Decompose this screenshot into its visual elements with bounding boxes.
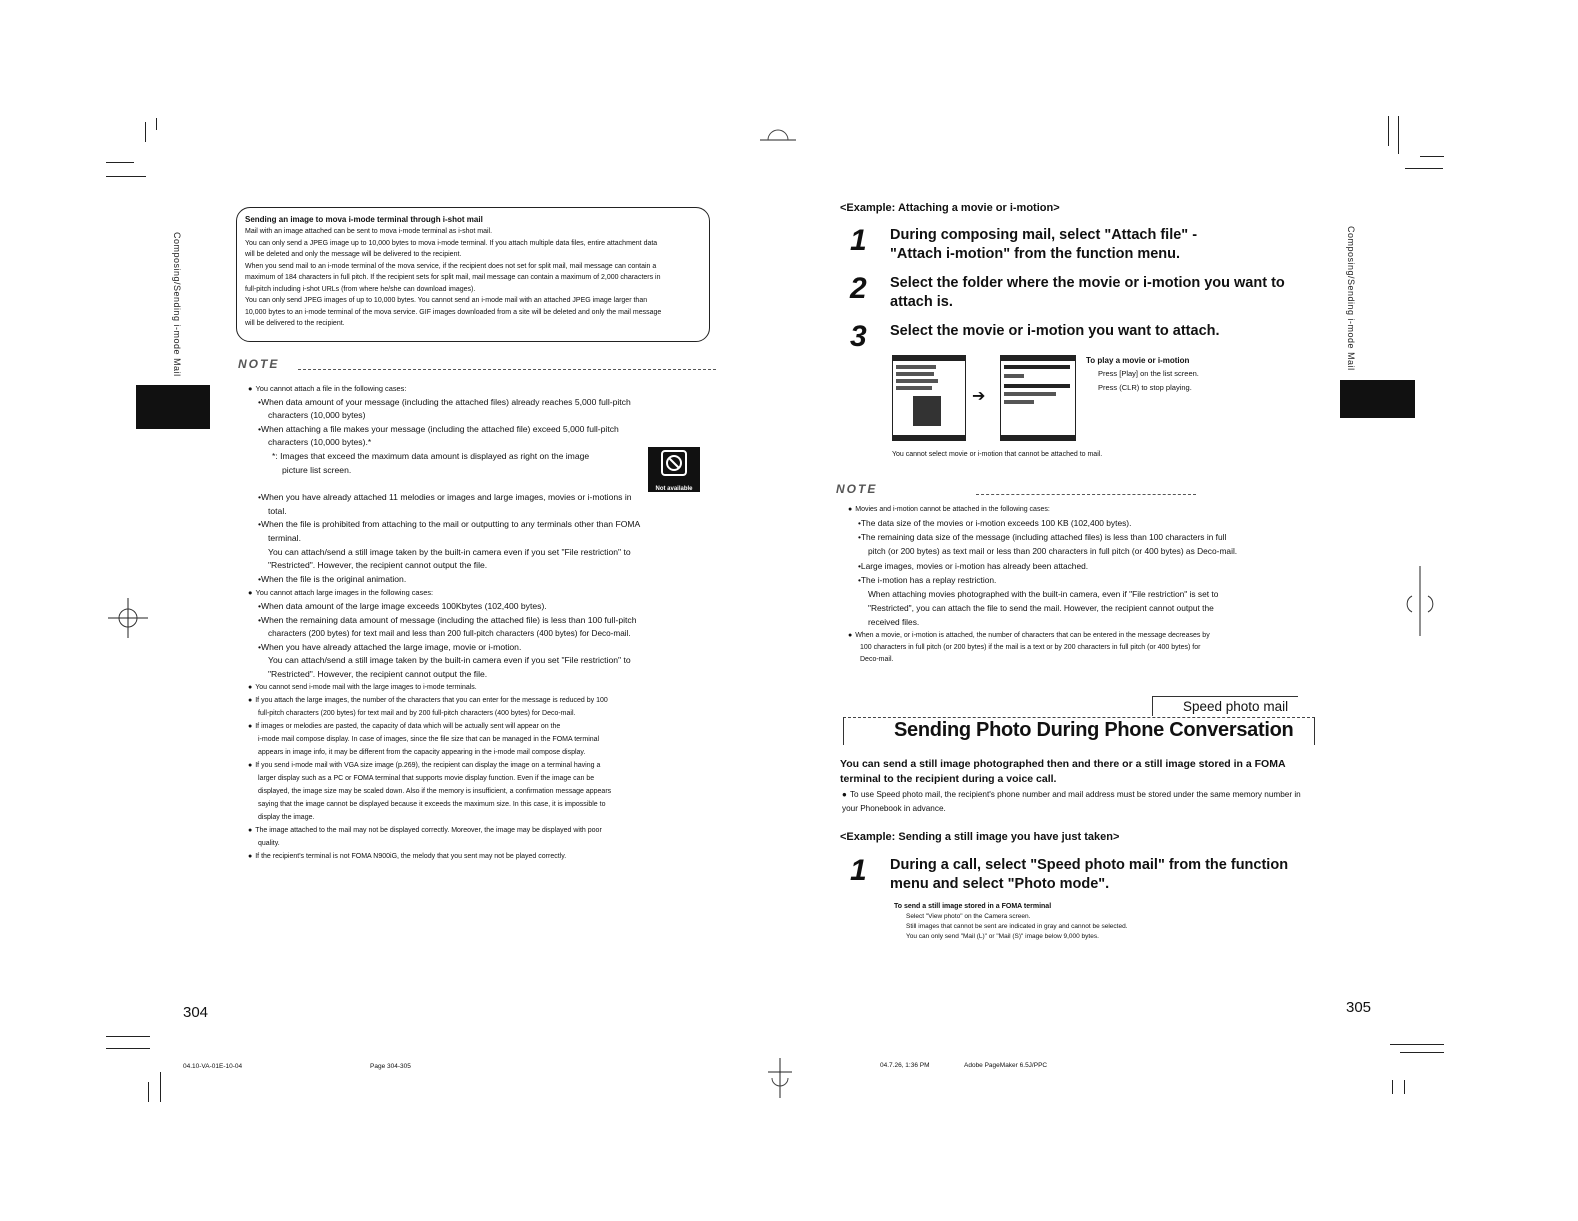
note-line: •When you have already attached the large image, movie or i-motion. (258, 641, 522, 652)
crop-mark (1398, 116, 1399, 154)
example-heading-1: <Example: Attaching a movie or i-motion> (840, 202, 1060, 214)
note-line: •When the remaining data amount of message (including the attached file) is less than 100 full-pitch (258, 614, 637, 625)
note-line: ● If images or melodies are pasted, the capacity of data which will be actually sent will appear on the (248, 720, 710, 733)
note-line: •When the file is the original animation. (258, 573, 407, 584)
registration-mark-left (108, 598, 148, 638)
note-line: displayed, the image size may be scaled down. Also if the memory is insufficient, a confirmation message appears (258, 788, 612, 796)
steps-list-1 (850, 226, 1310, 366)
right-side-tab (1340, 380, 1415, 418)
i-shot-box-title: Sending an image to mova i-mode terminal through i-shot mail (245, 215, 483, 224)
note-line: quality. (258, 840, 280, 848)
note-line: ● You cannot attach large images in the following cases: (248, 586, 710, 600)
step-number: 2 (850, 272, 867, 305)
crop-mark (106, 1036, 150, 1037)
step-item (850, 322, 1310, 352)
i-shot-box-line: Mail with an image attached can be sent to mova i-mode terminal as i-shot mail. (245, 228, 493, 235)
stored-note-line: Still images that cannot be sent are indicated in gray and cannot be selected. (906, 923, 1128, 930)
section-title: Sending Photo During Phone Conversation (894, 719, 1294, 741)
not-available-label: Not available (655, 486, 693, 492)
note-line: appears in image info, it may be different from the capacity appearing in the i-mode mail compose display. (258, 749, 586, 757)
section-intro: You can send a still image photographed then and there or a still image stored in a FOMA terminal to the recipient during a voice call. (840, 758, 1286, 785)
note-line: characters (200 bytes) for text mail and less than 200 full-pitch characters (400 bytes) for Deco-mail. (268, 629, 631, 639)
left-note-header (238, 355, 716, 377)
section-tag-label: Speed photo mail (1183, 699, 1289, 714)
crop-mark (106, 176, 146, 177)
registration-mark-right (1400, 566, 1440, 636)
left-side-tab (136, 385, 210, 429)
step-item (850, 274, 1310, 312)
note-line: You can attach/send a still image taken by the built-in camera even if you set "File restriction" to (268, 655, 631, 666)
i-shot-box-line: will be delivered to the recipient. (245, 320, 345, 327)
note-line: You can attach/send a still image taken by the built-in camera even if you set "File restriction" to (268, 546, 631, 557)
note-line: ● Movies and i-motion cannot be attached in the following cases: (848, 504, 1318, 516)
play-note-title: To play a movie or i-motion (1086, 356, 1190, 365)
crop-mark (1400, 1052, 1444, 1053)
right-footer-date: 04.7.26, 1:36 PM (880, 1062, 930, 1069)
note-line: •When attaching a file makes your message (including the attached file) exceed 5,000 full-pitch (258, 423, 619, 434)
stored-note-title: To send a still image stored in a FOMA terminal (894, 903, 1052, 910)
steps-list-2 (850, 856, 1310, 908)
phone-screen-list (892, 355, 966, 441)
i-shot-info-box (236, 207, 710, 342)
note-line: pitch (or 200 bytes) as text mail or less than 200 characters in full pitch (or 400 bytes) as Deco-mail. (868, 546, 1238, 557)
note-line: "Restricted". However, the recipient cannot output the file. (268, 560, 488, 571)
note-line: "Restricted", you can attach the file to send the mail. However, the recipient cannot output the (868, 603, 1214, 614)
note-line: ● You cannot attach a file in the following cases: (248, 382, 710, 396)
left-footer-page: Page 304-305 (370, 1063, 411, 1070)
note-line: terminal. (268, 532, 301, 543)
step-text: During a call, select "Speed photo mail" from the function menu and select "Photo mode". (890, 857, 1289, 892)
note-line: •Large images, movies or i-motion has already been attached. (858, 560, 1089, 571)
crop-mark (1392, 1080, 1393, 1094)
crop-mark (148, 1082, 149, 1102)
step-item (850, 226, 1310, 264)
crop-mark (1405, 168, 1443, 169)
play-note-line: Press [Play] on the list screen. (1098, 369, 1199, 378)
note-line: ● If you send i-mode mail with VGA size image (p.269), the recipient can display the image on a terminal having a (248, 759, 710, 772)
left-page-number: 304 (183, 1004, 209, 1021)
stored-image-note (894, 902, 1274, 942)
note-line: 100 characters in full pitch (or 200 bytes) if the mail is a text or by 200 characters in full pitch (or 400 bytes) for (860, 643, 1201, 651)
crop-mark (145, 122, 146, 142)
note-line: received files. (868, 617, 920, 628)
right-notes-list (848, 504, 1318, 666)
i-shot-box-line: maximum of 184 characters in full pitch. If the recipient sets for split mail, mail message can contain a maximum of 2,000 characters in (245, 274, 661, 281)
note-line: ● The image attached to the mail may not be displayed correctly. Moreover, the image may be displayed with poor (248, 824, 710, 837)
example-heading-2: <Example: Sending a still image you have just taken> (840, 831, 1120, 843)
note-line: "Restricted". However, the recipient cannot output the file. (268, 668, 488, 679)
registration-mark-top (760, 128, 796, 148)
note-line: •When the file is prohibited from attaching to the mail or outputting to any terminals other than FOMA (258, 519, 641, 530)
crop-mark (160, 1072, 161, 1102)
note-line: full-pitch characters (200 bytes) for text mail and by 200 full-pitch characters (400 bytes) for Deco-mail. (258, 710, 576, 718)
note-line: •The i-motion has a replay restriction. (858, 574, 997, 585)
crop-mark (106, 162, 134, 163)
arrow-icon: ➔ (972, 388, 986, 405)
phone-screen-play (1000, 355, 1076, 441)
note-line: characters (10,000 bytes) (268, 410, 366, 421)
note-line: •When data amount of the large image exceeds 100Kbytes (102,400 bytes). (258, 600, 547, 611)
note-line: ● You cannot send i-mode mail with the large images to i-mode terminals. (248, 681, 710, 694)
note-line: display the image. (258, 814, 315, 822)
step-text: Select the folder where the movie or i-motion you want to attach is. (890, 275, 1285, 310)
note-line: ● If the recipient's terminal is not FOMA N900iG, the melody that you sent may not be played correctly. (248, 850, 710, 863)
left-notes-list (248, 382, 710, 863)
note-line: total. (268, 505, 287, 516)
not-available-icon (648, 447, 700, 492)
note-line: *: Images that exceed the maximum data amount is displayed as right on the image (272, 450, 590, 461)
note-line: •The remaining data size of the message (including attached files) is less than 100 characters in full (858, 532, 1227, 543)
play-note (1086, 354, 1286, 395)
note-line: When attaching movies photographed with the built-in camera, even if "File restriction" is set to (868, 589, 1219, 600)
section-intro-bullet: ● To use Speed photo mail, the recipient's phone number and mail address must be stored under the same memory number in your Phonebook in advance. (842, 788, 1318, 816)
note-line: ● If you attach the large images, the number of the characters that you can enter for the message is reduced by 100 (248, 694, 710, 707)
screen-caption: You cannot select movie or i-motion that cannot be attached to mail. (892, 451, 1103, 458)
step-number: 3 (850, 320, 867, 353)
note-line: •When data amount of your message (including the attached files) already reaches 5,000 full-pitch (258, 396, 631, 407)
registration-mark-bottom (766, 1058, 794, 1098)
crop-mark (1404, 1080, 1405, 1094)
step-text: During composing mail, select "Attach file" - "Attach i-motion" from the function menu. (890, 227, 1198, 262)
step-number: 1 (850, 854, 867, 887)
i-shot-box-line: 10,000 bytes to an i-mode terminal of the mova service. GIF images downloaded from a site will be deleted and only the mail message (245, 308, 662, 316)
i-shot-box-line: You can only send a JPEG image up to 10,000 bytes to mova i-mode terminal. If you attach multiple data files, entire attachment data (245, 239, 658, 247)
i-shot-box-line: When you send mail to an i-mode terminal of the mova service, if the recipient does not set for split mail, mail message can contain a (245, 262, 657, 270)
i-shot-box-line: full-pitch including i-shot URLs (from where he/she can download images). (245, 285, 476, 293)
note-line: larger display such as a PC or FOMA terminal that supports movie display function. Even if the image can be (258, 775, 595, 783)
play-note-line: Press (CLR) to stop playing. (1098, 383, 1192, 392)
step-text: Select the movie or i-motion you want to attach. (890, 323, 1220, 339)
note-title: NOTE (238, 357, 280, 371)
note-line: picture list screen. (282, 464, 352, 475)
i-shot-box-line: will be deleted and only the message will be delivered to the recipient. (245, 251, 462, 258)
stored-note-line: You can only send "Mail (L)" or "Mail (S)" image below 9,000 bytes. (906, 933, 1099, 940)
right-note-header (836, 480, 1196, 500)
crop-mark (1390, 1044, 1444, 1045)
crop-mark (1420, 156, 1444, 157)
note-line: •The data size of the movies or i-motion exceeds 100 KB (102,400 bytes). (858, 518, 1132, 528)
step-item (850, 856, 1310, 894)
note-title: NOTE (836, 482, 878, 496)
note-line: characters (10,000 bytes).* (268, 437, 372, 448)
right-footer-app: Adobe PageMaker 6.5J/PPC (964, 1062, 1048, 1069)
note-line: •When you have already attached 11 melodies or images and large images, movies or i-motions in (258, 492, 632, 503)
prohibited-icon (648, 447, 700, 479)
left-footer-code: 04.10-VA-01E-10-04 (183, 1063, 243, 1070)
step-number: 1 (850, 224, 867, 257)
crop-mark (106, 1048, 150, 1049)
left-side-label: Composing/Sending i-mode Mail (172, 232, 182, 377)
crop-mark (1388, 116, 1389, 146)
section-title-frame (843, 717, 1315, 745)
note-line: Deco-mail. (860, 655, 894, 663)
stored-note-line: Select "View photo" on the Camera screen. (906, 913, 1031, 920)
note-line: ● When a movie, or i-motion is attached, the number of characters that can be entered in the message decreases by (848, 630, 1318, 642)
section-tag (1152, 696, 1298, 716)
note-line: saying that the image cannot be displayed because it exceeds the maximum size. In this case, it is impossible to (258, 801, 606, 809)
note-line: i-mode mail compose display. In case of images, since the file size that can be managed in the FOMA terminal (258, 736, 600, 744)
i-shot-box-line: You can only send JPEG images of up to 10,000 bytes. You cannot send an i-mode mail with an attached JPEG image larger than (245, 297, 648, 304)
right-page-number: 305 (1346, 999, 1372, 1016)
right-side-label: Composing/Sending i-mode Mail (1346, 226, 1356, 371)
crop-mark (156, 118, 157, 130)
